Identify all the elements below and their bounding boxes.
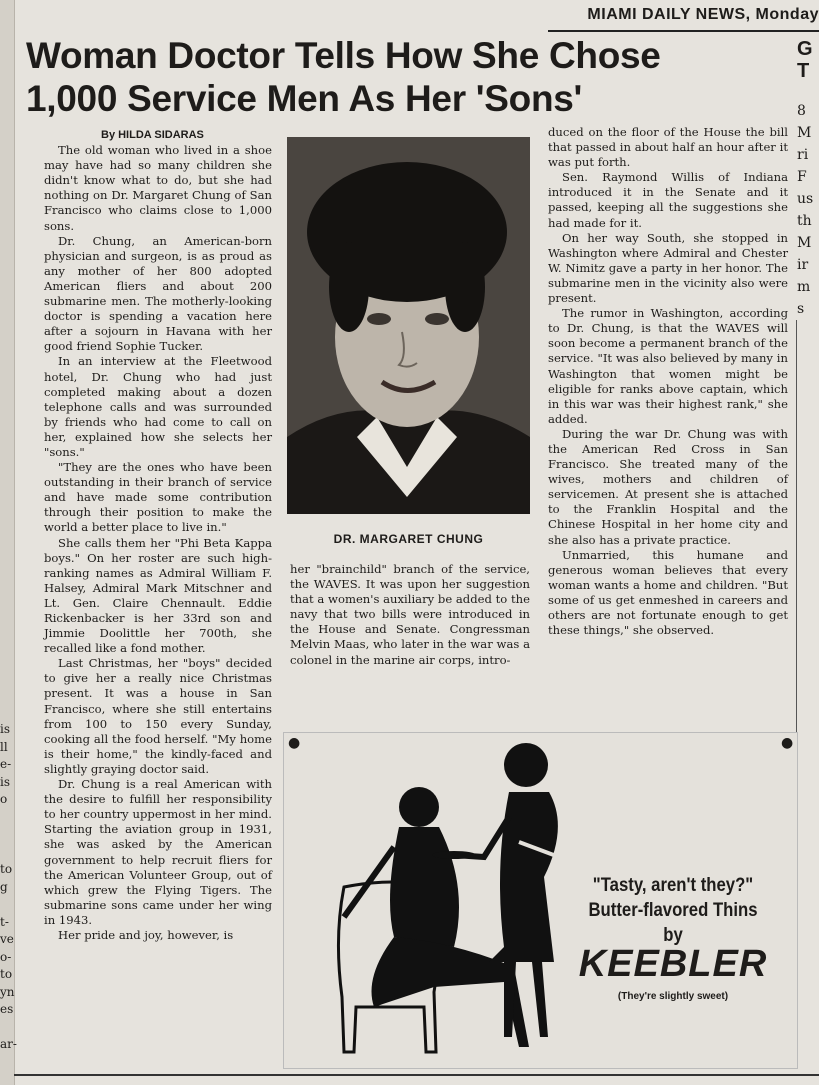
byline: By HILDA SIDARAS xyxy=(101,129,204,141)
photo-caption: DR. MARGARET CHUNG xyxy=(333,532,484,546)
ad-subline: (They're slightly sweet) xyxy=(617,991,729,1002)
article-paragraph: her "brainchild" branch of the service, the WAVES. It was upon her suggestion that a women's auxiliary be added to the navy that two bills were introduced in the House and Senate. Congressman Melvin Maas, who later in the war was a colonel in the marine air corps, intro- xyxy=(290,562,530,667)
article-paragraph: In an interview at the Fleetwood hotel, Dr. Chung who had just completed making about a dozen telephone calls and was surrounded by friends who had come to call on her, explained how she selects her "sons." xyxy=(44,354,272,459)
adjacent-column-fragments-right: 8 M ri F us th M ir m s xyxy=(797,103,814,317)
adjacent-column-fragment: ar- xyxy=(0,1037,17,1051)
ad-tagline xyxy=(581,873,766,948)
article-paragraph: Last Christmas, her "boys" decided to give her a really nice Christmas present. It was a house in San Francisco, where she still entertains from 100 to 150 every Sunday, cooking all the food herself. "My home is their home," the kindly-faced and slightly graying doctor said. xyxy=(44,656,272,776)
adjacent-column-fragment: yn xyxy=(0,984,15,999)
adjacent-column-fragment: to xyxy=(0,967,13,981)
article-paragraph: duced on the floor of the House the bill that passed in about half an hour after it was put forth. xyxy=(548,125,788,170)
headline xyxy=(26,34,766,120)
adjacent-column-fragment: t- xyxy=(0,914,9,929)
adjacent-column-fragment: g xyxy=(0,879,8,894)
article-paragraph: Her pride and joy, however, is xyxy=(58,927,234,942)
ad-corner-bullet: ● xyxy=(781,735,794,751)
adjacent-column-fragment: is xyxy=(0,722,10,736)
ad-illustration-two-women xyxy=(304,737,604,1067)
ad-corner-bullet: ● xyxy=(288,735,301,751)
adjacent-column-fragment: o- xyxy=(0,949,12,964)
article-paragraph: On her way South, she stopped in Washington where Admiral and Chester W. Nimitz gave a party in her honor. The submarine men in the vicinity also were present. xyxy=(548,230,788,306)
portrait-photo xyxy=(287,137,530,514)
article-paragraph: The old woman who lived in a shoe may have had so many children she didn't know what to do, but she had nothing on Dr. Margaret Chung of San Francisco who claims close to 1,000 sons. xyxy=(44,143,272,233)
article-paragraph: "They are the ones who have been outstanding in their branch of service and have made some contribution through their position to make the world a better place to live in." xyxy=(44,460,272,535)
adjacent-column-fragment: es xyxy=(0,1002,14,1016)
article-paragraph: Unmarried, this humane and generous woman believes that every woman wants a home and children. "But some of us get enmeshed in careers and others are not fortunate enough to get these things," she observed. xyxy=(548,547,788,638)
adjacent-headline-fragment-right: G T xyxy=(797,38,813,82)
masthead: MIAMI DAILY NEWS, Monday xyxy=(548,6,819,32)
article-paragraph: The rumor in Washington, according to Dr. Chung, is that the WAVES will soon become a permanent branch of the service. "It was also believed by many in Washington that women might be eligible for ranks above captain, which in this war was their highest rank," she added. xyxy=(548,306,788,426)
keebler-advertisement xyxy=(283,732,798,1069)
article-paragraph: Dr. Chung is a real American with the desire to fulfill her responsibility to her country uppermost in her mind. Starting the aviation group in 1931, she was asked by the American government to help recruit fliers for the American Volunteer Group, out of which grew the Flying Tigers. The submarine sons came under her wing in 1943. xyxy=(44,777,272,927)
headline-line-1: Woman Doctor Tells How She Chose xyxy=(26,35,661,76)
adjacent-column-fragment: is xyxy=(0,774,10,789)
adjacent-column-fragment: o xyxy=(0,792,8,806)
adjacent-column-fragment: ve xyxy=(0,932,14,946)
page-bottom-rule xyxy=(14,1074,819,1076)
headline-line-2: 1,000 Service Men As Her 'Sons' xyxy=(26,78,583,119)
adjacent-column-fragment: e- xyxy=(0,757,12,771)
article-paragraph: Dr. Chung, an American-born physician and surgeon, is as proud as any mother of her 800 adopted American fliers and about 200 submarine men. The motherly-looking doctor is spending a vacation here after a sojourn in Havana with her good friend Sophie Tucker. xyxy=(44,233,272,354)
ad-tagline-line-1: "Tasty, aren't they?" xyxy=(592,875,754,896)
article-column-2 xyxy=(290,562,530,668)
adjacent-column-fragment: to xyxy=(0,862,13,876)
article-column-3 xyxy=(548,125,788,638)
portrait-illustration xyxy=(287,137,530,514)
ad-brand-logo: KEEBLER xyxy=(578,943,768,985)
adjacent-column-fragment: ll xyxy=(0,739,8,754)
article-paragraph: Sen. Raymond Willis of Indiana introduced it in the Senate and it passed, keeping all the suggestions she had made for it. xyxy=(548,170,788,230)
ad-tagline-line-2: Butter-flavored Thins by xyxy=(588,900,758,946)
article-column-1 xyxy=(44,128,272,943)
article-paragraph: She calls them her "Phi Beta Kappa boys." On her roster are such high-ranking names as Admiral William F. Halsey, Admiral Mark Mitschner and Lt. Gen. Claire Chennault. Eddie Rickenbacker is her 33rd son and Jimmie Doolittle her 700th, she recalled like a fond mother. xyxy=(44,535,272,656)
article-paragraph: During the war Dr. Chung was with the American Red Cross in San Francisco. She treated many of the wives, mothers and children of servicemen. At present she is attached to the Franklin Hospital and the Chinese Hospital in her home city and she also has a private practice. xyxy=(548,426,788,547)
